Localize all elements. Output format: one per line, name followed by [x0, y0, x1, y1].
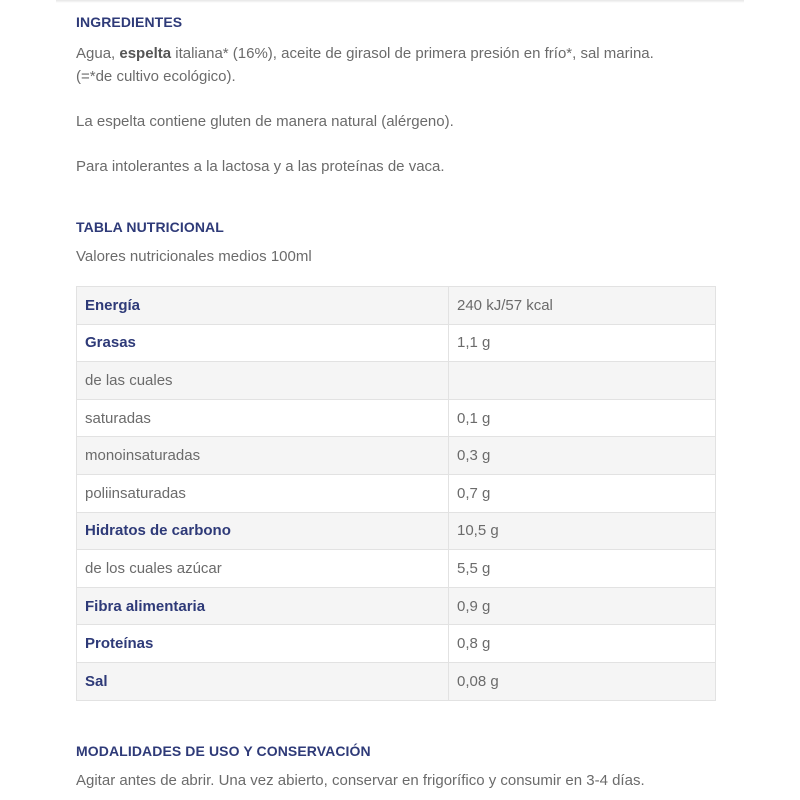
- table-row: [77, 474, 716, 512]
- ingredients-heading: INGREDIENTES: [76, 14, 183, 30]
- ingredients-prefix: Agua,: [76, 45, 120, 62]
- row-label: Hidratos de carbono: [77, 512, 449, 550]
- row-value: 0,1 g: [449, 399, 716, 437]
- usage-heading: MODALIDADES DE USO Y CONSERVACIÓN: [76, 742, 371, 759]
- row-value: 0,9 g: [449, 587, 716, 625]
- row-label: Grasas: [77, 324, 449, 362]
- table-row: [77, 287, 716, 325]
- row-label: poliinsaturadas: [77, 474, 449, 512]
- top-edge-shadow: [56, 0, 744, 3]
- nutrition-table: [76, 286, 716, 701]
- row-value: 1,1 g: [449, 324, 716, 362]
- ingredients-organic-note: (=*de cultivo ecológico).: [76, 68, 236, 85]
- row-value: 0,8 g: [449, 625, 716, 663]
- table-row: [77, 437, 716, 475]
- nutrition-heading: TABLA NUTRICIONAL: [76, 219, 224, 235]
- row-label: de las cuales: [77, 362, 449, 400]
- row-value: 0,08 g: [449, 662, 716, 700]
- row-value: 0,7 g: [449, 474, 716, 512]
- row-label: Energía: [77, 287, 449, 325]
- row-value: 10,5 g: [449, 512, 716, 550]
- table-row: [77, 587, 716, 625]
- intolerance-note: Para intolerantes a la lactosa y a las proteínas de vaca.: [76, 158, 445, 175]
- row-label: Fibra alimentaria: [77, 587, 449, 625]
- table-row: [77, 662, 716, 700]
- allergen-note: La espelta contiene gluten de manera natural (alérgeno).: [76, 113, 454, 130]
- usage-text: Agitar antes de abrir. Una vez abierto, conservar en frigorífico y consumir en 3-4 días.: [76, 771, 645, 789]
- table-row: [77, 399, 716, 437]
- row-value: 5,5 g: [449, 550, 716, 588]
- nutrition-subtitle: Valores nutricionales medios 100ml: [76, 248, 312, 265]
- row-label: de los cuales azúcar: [77, 550, 449, 588]
- table-row: [77, 362, 716, 400]
- ingredients-text: [76, 42, 716, 88]
- row-label: saturadas: [77, 399, 449, 437]
- ingredients-rest: italiana* (16%), aceite de girasol de primera presión en frío*, sal marina.: [171, 45, 654, 62]
- row-value: 0,3 g: [449, 437, 716, 475]
- row-label: Proteínas: [77, 625, 449, 663]
- row-value: 240 kJ/57 kcal: [449, 287, 716, 325]
- table-row: [77, 512, 716, 550]
- table-row: [77, 625, 716, 663]
- product-details: [76, 12, 716, 792]
- ingredients-bold-spelt: espelta: [119, 45, 172, 62]
- row-value: [449, 362, 716, 400]
- row-label: Sal: [77, 662, 449, 700]
- table-row: [77, 550, 716, 588]
- table-row: [77, 324, 716, 362]
- row-label: monoinsaturadas: [77, 437, 449, 475]
